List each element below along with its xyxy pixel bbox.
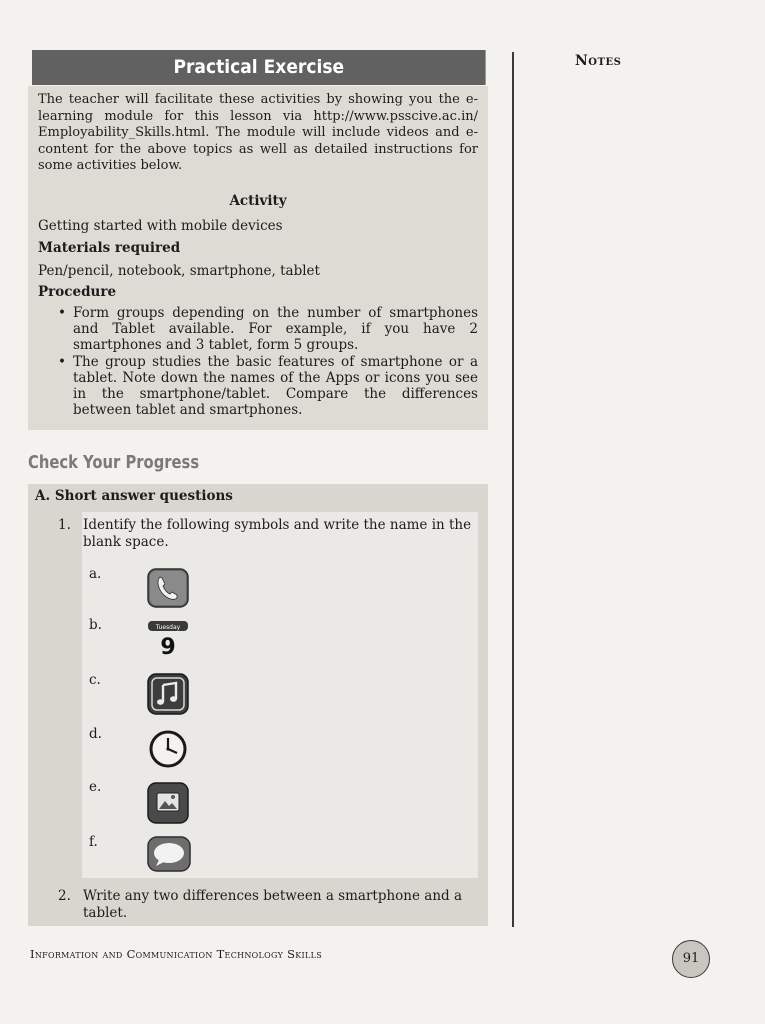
footer-title: Information and Communication Technology Skills bbox=[30, 947, 323, 961]
message-icon bbox=[147, 836, 191, 872]
option-label: b. bbox=[89, 617, 102, 633]
materials-list: Pen/pencil, notebook, smartphone, tablet bbox=[38, 263, 320, 279]
exercise-intro: The teacher will facilitate these activities by showing you the e-learning module for this lesson via http://www.psscive.ac.in/ Employability_Skills.html. The module will include videos and e-content for the above topics as well as detailed instructions for some activities below. bbox=[38, 92, 478, 174]
materials-title: Materials required bbox=[38, 240, 181, 256]
procedure-list bbox=[58, 305, 478, 418]
phone-icon bbox=[147, 568, 189, 608]
option-label: a. bbox=[89, 566, 102, 582]
activity-description: Getting started with mobile devices bbox=[38, 218, 283, 234]
question-number: 2. bbox=[58, 888, 71, 904]
question-2 bbox=[58, 888, 478, 922]
option-label: c. bbox=[89, 672, 101, 688]
notes-label: Notes bbox=[575, 53, 622, 69]
calendar-day: Tuesday bbox=[155, 624, 181, 631]
check-progress-title: Check Your Progress bbox=[28, 452, 200, 473]
procedure-step: • Form groups depending on the number of smartphones and Tablet available. For example, if you have 2 smartphones and 3 tablet, form 5 groups. bbox=[58, 305, 478, 354]
short-answer-title: A. Short answer questions bbox=[35, 488, 233, 504]
calendar-date: 9 bbox=[160, 635, 176, 660]
page-number: 91 bbox=[672, 940, 710, 978]
question-text: Write any two differences between a smartphone and a tablet. bbox=[83, 888, 462, 921]
calendar-icon bbox=[147, 620, 189, 660]
activity-title: Activity bbox=[229, 193, 287, 209]
procedure-title: Procedure bbox=[38, 284, 117, 300]
question-number: 1. bbox=[58, 517, 71, 533]
clock-icon bbox=[147, 729, 189, 769]
procedure-step: • The group studies the basic features of smartphone or a tablet. Note down the names of the Apps or icons you see in the smartphone/tablet. Compare the differences between tablet and smartphones. bbox=[58, 354, 478, 419]
option-label: e. bbox=[89, 779, 102, 795]
symbols-panel bbox=[82, 512, 478, 878]
option-label: d. bbox=[89, 726, 102, 742]
question-1 bbox=[58, 517, 478, 551]
music-icon bbox=[147, 673, 189, 715]
exercise-header: Practical Exercise bbox=[32, 50, 486, 85]
column-divider bbox=[512, 52, 514, 927]
photos-icon bbox=[147, 782, 189, 824]
question-text: Identify the following symbols and write the name in the blank space. bbox=[83, 517, 472, 550]
option-label: f. bbox=[89, 834, 98, 850]
